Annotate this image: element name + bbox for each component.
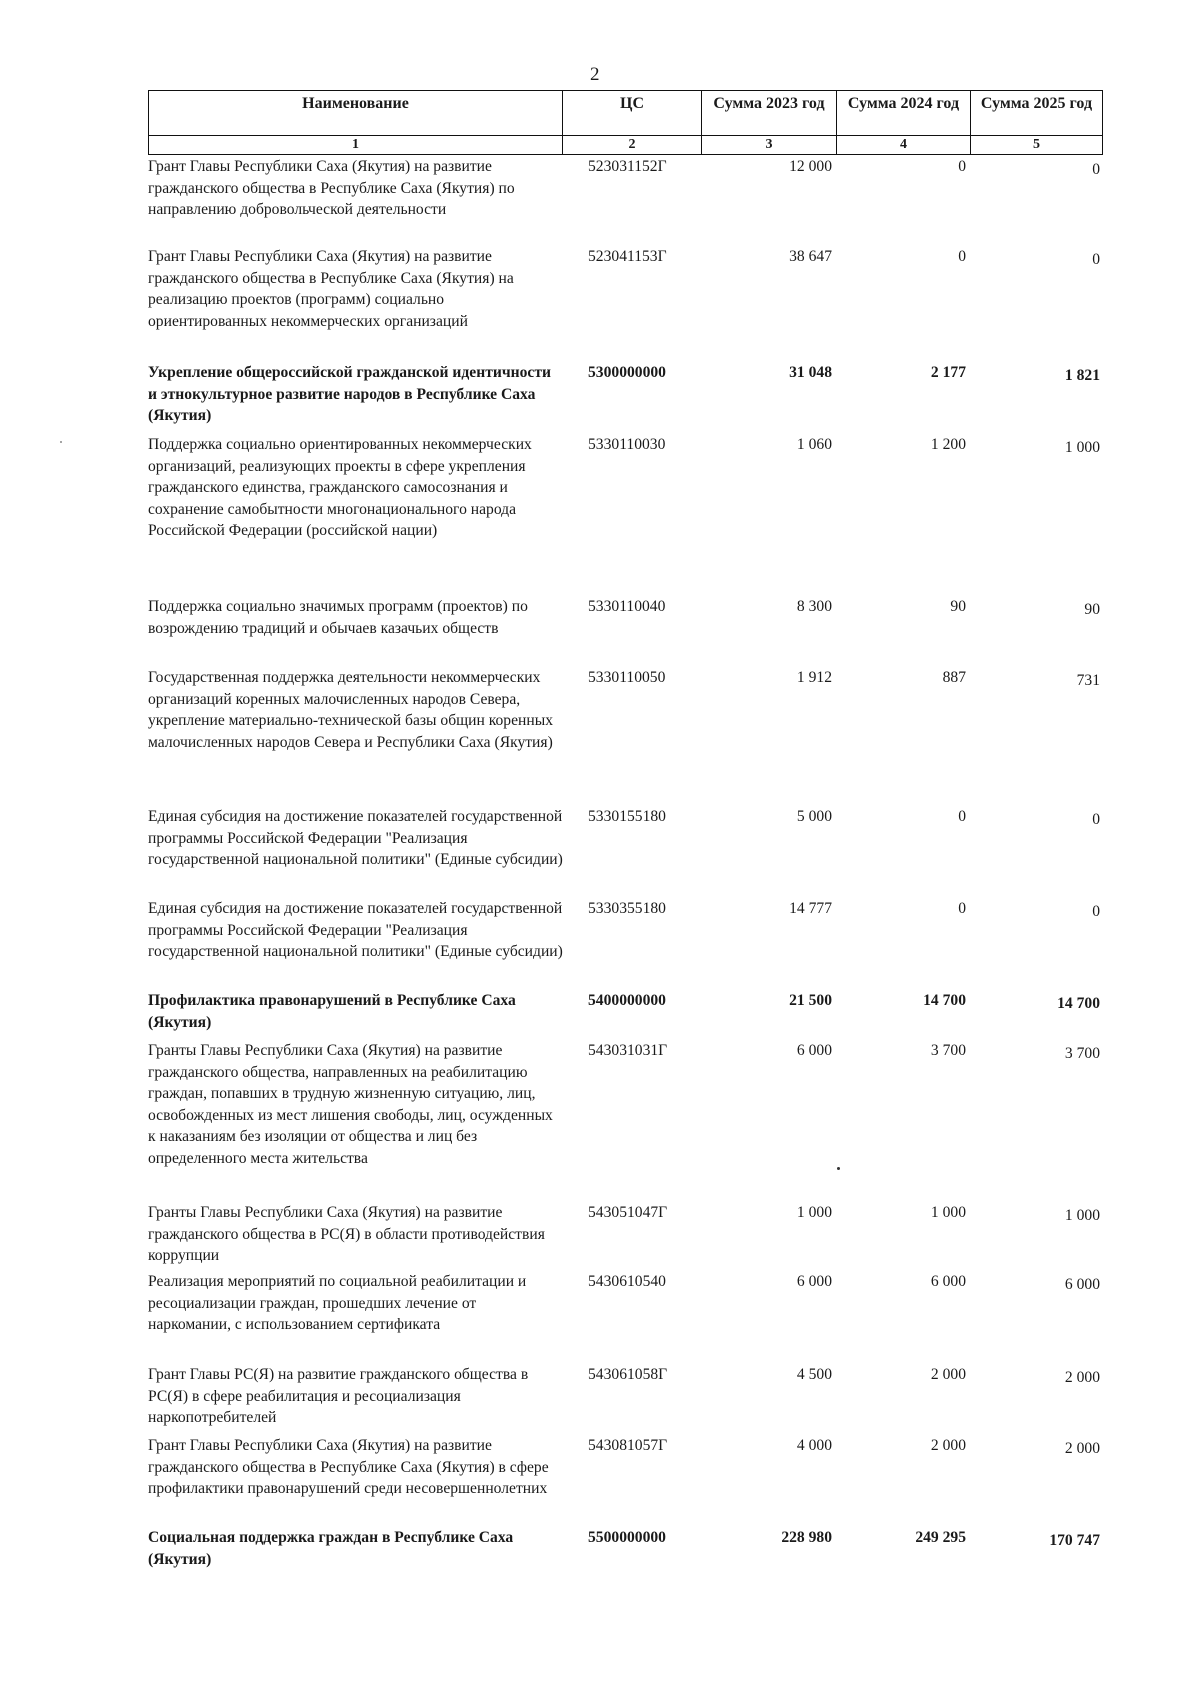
row-sum-2023: 5 000 bbox=[796, 808, 832, 825]
row-name: Укрепление общероссийской гражданской идентичности и этнокультурное развитие народов в Республике Саха (Якутия) bbox=[148, 364, 552, 424]
row-name: Поддержка социально значимых программ (проектов) по возрождению традиций и обычаев казачьих обществ bbox=[148, 598, 528, 637]
row-name: Единая субсидия на достижение показателей государственной программы Российской Федерации "Реализация государственной национальной политики" (Единые субсидии) bbox=[148, 808, 563, 868]
column-header-code: ЦС bbox=[563, 91, 702, 136]
row-sum-2024: 0 bbox=[958, 158, 966, 175]
row-code: 5330110040 bbox=[588, 598, 666, 615]
row-name: Гранты Главы Республики Саха (Якутия) на развитие гражданского общества, направленных на реабилитацию граждан, попавших в трудную жизненную ситуацию, лиц, освобожденных из мест лишения свободы, лиц, осужденных к наказаниям без изоляции от общества и лиц без определенного места жительства bbox=[148, 1042, 553, 1167]
row-sum-2025: 0 bbox=[1092, 251, 1100, 268]
page-number: 2 bbox=[590, 64, 600, 85]
scan-speck bbox=[837, 1167, 840, 1170]
row-sum-2024: 14 700 bbox=[923, 992, 966, 1009]
row-sum-2023: 1 000 bbox=[796, 1204, 832, 1221]
row-sum-2025: 0 bbox=[1092, 903, 1100, 920]
row-code: 543031031Г bbox=[588, 1042, 668, 1059]
row-sum-2025: 2 000 bbox=[1064, 1440, 1100, 1457]
row-sum-2025: 2 000 bbox=[1064, 1369, 1100, 1386]
row-name: Грант Главы Республики Саха (Якутия) на развитие гражданского общества в Республике Саха (Якутия) в сфере профилактики правонарушений среди несовершеннолетних bbox=[148, 1437, 549, 1497]
row-sum-2025: 6 000 bbox=[1064, 1276, 1100, 1293]
row-sum-2025: 1 821 bbox=[1064, 367, 1100, 384]
row-name: Грант Главы Республики Саха (Якутия) на развитие гражданского общества в Республике Саха (Якутия) на реализацию проектов (программ) социально ориентированных некоммерческих организаций bbox=[148, 248, 514, 330]
row-sum-2024: 249 295 bbox=[915, 1529, 966, 1546]
row-code: 543051047Г bbox=[588, 1204, 668, 1221]
row-sum-2024: 887 bbox=[942, 669, 966, 686]
row-code: 5330155180 bbox=[588, 808, 666, 825]
row-sum-2025: 1 000 bbox=[1064, 1207, 1100, 1224]
row-sum-2024: 2 000 bbox=[930, 1366, 966, 1383]
row-sum-2024: 3 700 bbox=[930, 1042, 966, 1059]
row-sum-2024: 90 bbox=[950, 598, 966, 615]
row-sum-2025: 14 700 bbox=[1057, 995, 1100, 1012]
row-sum-2024: 6 000 bbox=[930, 1273, 966, 1290]
row-sum-2025: 731 bbox=[1076, 672, 1100, 689]
row-code: 5400000000 bbox=[588, 992, 666, 1009]
row-code: 5300000000 bbox=[588, 364, 666, 381]
row-sum-2023: 8 300 bbox=[796, 598, 832, 615]
row-sum-2025: 1 000 bbox=[1064, 439, 1100, 456]
row-sum-2023: 14 777 bbox=[789, 900, 832, 917]
row-sum-2025: 170 747 bbox=[1049, 1532, 1100, 1549]
row-sum-2024: 0 bbox=[958, 248, 966, 265]
row-name: Профилактика правонарушений в Республике Саха (Якутия) bbox=[148, 992, 516, 1031]
row-sum-2023: 21 500 bbox=[789, 992, 832, 1009]
row-sum-2023: 31 048 bbox=[789, 364, 832, 381]
column-number-2: 2 bbox=[563, 136, 702, 155]
row-sum-2025: 3 700 bbox=[1064, 1045, 1100, 1062]
row-sum-2024: 0 bbox=[958, 900, 966, 917]
row-sum-2023: 4 000 bbox=[796, 1437, 832, 1454]
row-sum-2024: 1 000 bbox=[930, 1204, 966, 1221]
column-header-sum-2025: Сумма 2025 год bbox=[971, 91, 1103, 136]
row-sum-2023: 4 500 bbox=[796, 1366, 832, 1383]
column-header-sum-2024: Сумма 2024 год bbox=[837, 91, 971, 136]
row-sum-2023: 12 000 bbox=[789, 158, 832, 175]
row-sum-2024: 1 200 bbox=[930, 436, 966, 453]
row-name: Грант Главы Республики Саха (Якутия) на развитие гражданского общества в Республике Саха (Якутия) по направлению добровольческой деятельности bbox=[148, 158, 515, 218]
row-code: 543081057Г bbox=[588, 1437, 668, 1454]
row-sum-2024: 2 177 bbox=[930, 364, 966, 381]
row-sum-2023: 6 000 bbox=[796, 1273, 832, 1290]
row-name: Грант Главы РС(Я) на развитие гражданского общества в РС(Я) в сфере реабилитация и ресоциализация наркопотребителей bbox=[148, 1366, 529, 1426]
scan-speck bbox=[60, 441, 62, 443]
row-name: Государственная поддержка деятельности некоммерческих организаций коренных малочисленных народов Севера, укрепление материально-технической базы общин коренных малочисленных народов Севера и Республики Саха (Якутия) bbox=[148, 669, 553, 751]
row-sum-2024: 0 bbox=[958, 808, 966, 825]
row-code: 543061058Г bbox=[588, 1366, 668, 1383]
column-header-name: Наименование bbox=[149, 91, 563, 136]
row-sum-2023: 6 000 bbox=[796, 1042, 832, 1059]
row-sum-2025: 90 bbox=[1084, 601, 1100, 618]
row-code: 5330110030 bbox=[588, 436, 666, 453]
row-sum-2025: 0 bbox=[1092, 811, 1100, 828]
row-name: Поддержка социально ориентированных некоммерческих организаций, реализующих проекты в сфере укрепления гражданского единства, гражданского самосознания и сохранение самобытности многонационального народа Российской Федерации (российской нации) bbox=[148, 436, 532, 539]
row-name: Социальная поддержка граждан в Республике Саха (Якутия) bbox=[148, 1529, 514, 1568]
row-code: 5430610540 bbox=[588, 1273, 666, 1290]
row-name: Гранты Главы Республики Саха (Якутия) на развитие гражданского общества в РС(Я) в области противодействия коррупции bbox=[148, 1204, 545, 1264]
row-code: 5330355180 bbox=[588, 900, 666, 917]
row-code: 5500000000 bbox=[588, 1529, 666, 1546]
column-header-sum-2023: Сумма 2023 год bbox=[702, 91, 837, 136]
row-code: 5330110050 bbox=[588, 669, 666, 686]
row-sum-2023: 228 980 bbox=[781, 1529, 832, 1546]
row-code: 523041153Г bbox=[588, 248, 667, 265]
column-number-1: 1 bbox=[149, 136, 563, 155]
column-number-3: 3 bbox=[702, 136, 837, 155]
row-sum-2023: 1 912 bbox=[796, 669, 832, 686]
row-sum-2025: 0 bbox=[1092, 161, 1100, 178]
row-name: Единая субсидия на достижение показателей государственной программы Российской Федерации "Реализация государственной национальной политики" (Единые субсидии) bbox=[148, 900, 563, 960]
column-number-4: 4 bbox=[837, 136, 971, 155]
column-number-5: 5 bbox=[971, 136, 1103, 155]
row-sum-2024: 2 000 bbox=[930, 1437, 966, 1454]
row-sum-2023: 1 060 bbox=[796, 436, 832, 453]
row-sum-2023: 38 647 bbox=[789, 248, 832, 265]
row-code: 523031152Г bbox=[588, 158, 667, 175]
table-header bbox=[148, 90, 1103, 155]
row-name: Реализация мероприятий по социальной реабилитации и ресоциализации граждан, прошедших лечение от наркомании, с использованием сертификата bbox=[148, 1273, 527, 1333]
